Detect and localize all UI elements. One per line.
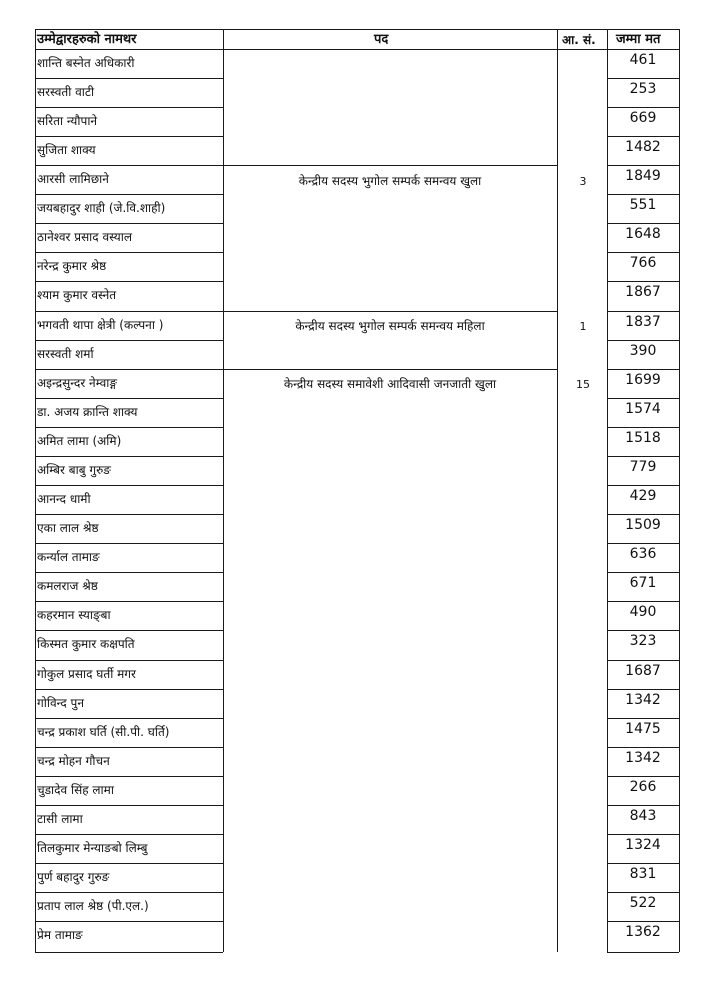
candidate-name: गोविन्द पुन [37, 696, 85, 710]
row-line [607, 834, 679, 835]
vote-count: 1574 [625, 401, 661, 417]
vote-count: 1342 [625, 750, 661, 766]
candidate-name: ठानेश्वर प्रसाद वस्याल [37, 230, 133, 244]
candidate-name: टासी लामा [37, 812, 83, 826]
vote-count: 1849 [625, 168, 661, 184]
row-line [607, 427, 679, 428]
row-line [35, 747, 223, 748]
candidate-name: सुजिता शाक्य [37, 143, 96, 157]
row-line [607, 107, 679, 108]
post-title: केन्द्रीय सदस्य समावेशी आदिवासी जनजाती खुला [283, 377, 497, 391]
row-line [607, 78, 679, 79]
row-line [607, 805, 679, 806]
seat-count: 1 [579, 320, 587, 333]
vote-count: 1687 [625, 663, 661, 679]
row-line [35, 340, 223, 341]
column-line [679, 29, 680, 952]
candidate-name: कमलराज श्रेष्ठ [37, 579, 98, 593]
vote-count: 1324 [625, 837, 661, 853]
candidate-name: प्रेम तामाङ [37, 928, 83, 942]
row-line [35, 252, 223, 253]
candidate-name: तिलकुमार मेन्याङबो लिम्बु [37, 841, 148, 855]
row-line [35, 689, 223, 690]
row-line [35, 369, 223, 370]
candidate-name: चन्द्र मोहन गौचन [37, 754, 110, 768]
header-post: पद [374, 32, 389, 47]
row-line [607, 223, 679, 224]
vote-count: 323 [629, 633, 657, 649]
candidate-name: किस्मत कुमार कक्षपति [37, 637, 135, 651]
candidate-name: आनन्द धामी [37, 492, 91, 506]
row-line [607, 485, 679, 486]
group-line [223, 165, 557, 166]
candidate-name: अइन्द्रसुन्दर नेम्वाङ्ग [37, 376, 117, 390]
candidate-name: जयबहादुर शाही (जे.वि.शाही) [37, 201, 166, 215]
row-line [607, 921, 679, 922]
vote-count: 390 [629, 343, 657, 359]
candidate-name: चुडादेव सिंह लामा [37, 783, 114, 797]
row-line [35, 136, 223, 137]
vote-count: 636 [629, 546, 657, 562]
vote-count: 1518 [625, 430, 661, 446]
column-line [557, 29, 558, 952]
vote-count: 1509 [625, 517, 661, 533]
candidate-name: कहरमान स्याङ्बा [37, 608, 111, 622]
candidate-name: शान्ति बस्नेत अधिकारी [37, 56, 135, 70]
vote-count: 669 [629, 110, 657, 126]
row-line [35, 107, 223, 108]
row-line [35, 834, 223, 835]
column-line [35, 29, 36, 952]
table-top-border [35, 29, 680, 30]
group-line [223, 311, 557, 312]
row-line [607, 194, 679, 195]
row-line [35, 543, 223, 544]
group-line [223, 369, 557, 370]
candidate-name: सरिता न्यौपाने [37, 114, 98, 128]
seat-count: 3 [579, 175, 587, 188]
post-title: केन्द्रीय सदस्य भुगोल सम्पर्क समन्वय महिला [295, 319, 485, 333]
candidate-name: श्याम कुमार वस्नेत [37, 288, 117, 302]
row-line [607, 398, 679, 399]
vote-count: 843 [629, 808, 657, 824]
vote-count: 1482 [625, 139, 661, 155]
row-line [35, 601, 223, 602]
row-line [35, 78, 223, 79]
row-line [35, 863, 223, 864]
row-line [607, 543, 679, 544]
vote-count: 1837 [625, 314, 661, 330]
row-line [35, 660, 223, 661]
row-line [607, 630, 679, 631]
row-line [35, 427, 223, 428]
vote-count: 671 [629, 575, 657, 591]
row-line [35, 630, 223, 631]
seat-count: 15 [576, 378, 590, 391]
row-line [607, 281, 679, 282]
row-line [607, 601, 679, 602]
candidate-name: गोकुल प्रसाद घर्ती मगर [37, 667, 136, 681]
vote-count: 253 [629, 81, 657, 97]
row-line [35, 485, 223, 486]
row-line [607, 660, 679, 661]
row-line [607, 689, 679, 690]
row-line [35, 311, 223, 312]
row-line [607, 165, 679, 166]
row-line [607, 311, 679, 312]
vote-count: 1475 [625, 721, 661, 737]
row-line [607, 718, 679, 719]
candidate-name: सरस्वती शर्मा [37, 347, 94, 361]
row-line [35, 718, 223, 719]
row-line [35, 456, 223, 457]
row-line [35, 398, 223, 399]
candidate-name: नरेन्द्र कुमार श्रेष्ठ [37, 259, 107, 273]
row-line [35, 572, 223, 573]
row-line [607, 340, 679, 341]
column-line [223, 29, 224, 952]
row-line [607, 952, 679, 953]
candidate-name: प्रताप लाल श्रेष्ठ (पी.एल.) [37, 899, 149, 913]
row-line [35, 514, 223, 515]
header-seats: आ. सं. [562, 33, 596, 47]
candidate-name: भगवती थापा क्षेत्री (कल्पना ) [37, 318, 164, 332]
row-line [607, 369, 679, 370]
vote-count: 1699 [625, 372, 661, 388]
post-title: केन्द्रीय सदस्य भुगोल सम्पर्क समन्वय खुला [298, 174, 482, 188]
row-line [35, 805, 223, 806]
header-bottom-border [35, 49, 680, 50]
vote-count: 522 [629, 895, 657, 911]
row-line [35, 165, 223, 166]
vote-count: 831 [629, 866, 657, 882]
vote-count: 461 [629, 52, 657, 68]
vote-count: 266 [629, 779, 657, 795]
row-line [607, 747, 679, 748]
vote-count: 779 [629, 459, 657, 475]
row-line [607, 776, 679, 777]
row-line [607, 514, 679, 515]
candidate-name: अम्बिर बाबु गुरुङ [37, 463, 111, 477]
vote-count: 551 [629, 197, 657, 213]
candidate-name: चन्द्र प्रकाश घर्ति (सी.पी. घर्ति) [37, 725, 170, 739]
vote-count: 1362 [625, 924, 661, 940]
row-line [607, 136, 679, 137]
row-line [35, 194, 223, 195]
vote-count: 1342 [625, 692, 661, 708]
candidate-name: कर्न्याल तामाङ [37, 550, 100, 564]
vote-count: 1648 [625, 226, 661, 242]
row-line [607, 892, 679, 893]
header-name: उम्मेद्वारहरुको नामथर [37, 32, 137, 47]
vote-count: 429 [629, 488, 657, 504]
candidate-name: डा. अजय क्रान्ति शाक्य [37, 405, 138, 419]
candidate-name: सरस्वती वाटी [37, 85, 95, 99]
vote-count: 1867 [625, 284, 661, 300]
candidate-name: अमित लामा (अमि) [37, 434, 122, 448]
row-line [35, 921, 223, 922]
vote-count: 490 [629, 604, 657, 620]
row-line [607, 456, 679, 457]
header-votes: जम्मा मत [616, 32, 661, 47]
row-line [35, 281, 223, 282]
candidate-name: आरसी लामिछाने [37, 172, 109, 186]
row-line [35, 892, 223, 893]
row-line [35, 952, 223, 953]
row-line [607, 572, 679, 573]
candidate-name: एका लाल श्रेष्ठ [37, 521, 99, 535]
vote-count: 766 [629, 255, 657, 271]
row-line [35, 223, 223, 224]
row-line [35, 776, 223, 777]
row-line [607, 252, 679, 253]
row-line [607, 863, 679, 864]
candidate-name: पुर्ण बहादुर गुरुङ [37, 870, 110, 884]
